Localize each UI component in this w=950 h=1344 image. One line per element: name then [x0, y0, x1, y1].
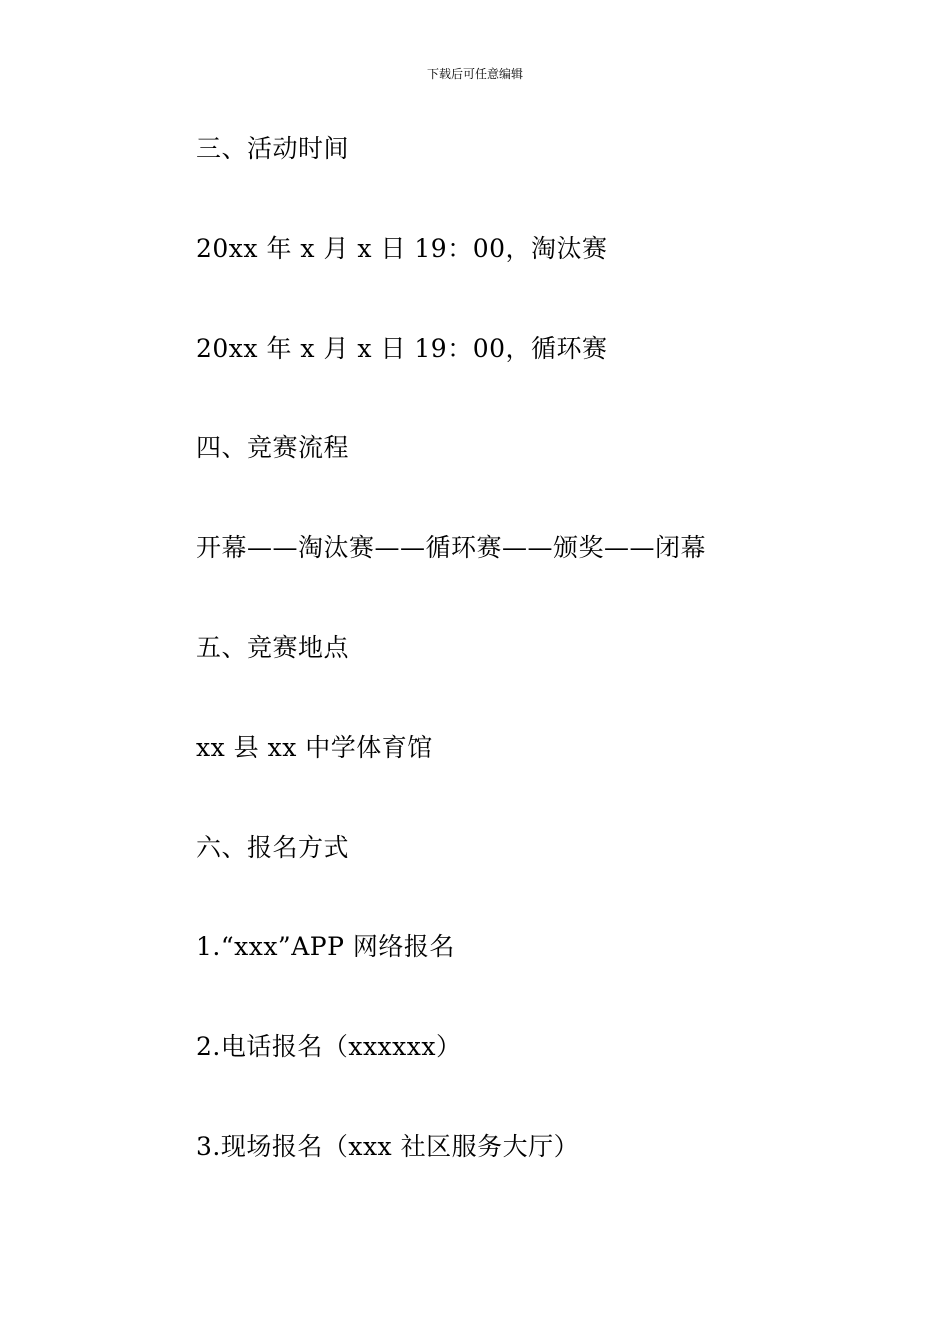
registration-method-onsite: 3.现场报名（xxx 社区服务大厅）	[196, 1131, 580, 1161]
page-header-note: 下载后可任意编辑	[426, 67, 523, 81]
section-heading-competition-venue: 五、竞赛地点	[196, 632, 350, 662]
venue-text: xx 县 xx 中学体育馆	[196, 732, 433, 762]
section-heading-registration: 六、报名方式	[196, 832, 350, 862]
registration-method-app: 1.“xxx”APP 网络报名	[196, 932, 455, 962]
section-heading-competition-process: 四、竞赛流程	[196, 433, 350, 463]
registration-method-phone: 2.电话报名（xxxxxx）	[196, 1032, 462, 1062]
schedule-elimination: 20xx 年 x 月 x 日 19：00，淘汰赛	[196, 233, 608, 263]
competition-process-text: 开幕——淘汰赛——循环赛——颁奖——闭幕	[196, 533, 707, 563]
section-heading-activity-time: 三、活动时间	[196, 134, 350, 163]
schedule-round-robin: 20xx 年 x 月 x 日 19：00，循环赛	[196, 333, 608, 363]
document-body	[196, 133, 876, 1231]
